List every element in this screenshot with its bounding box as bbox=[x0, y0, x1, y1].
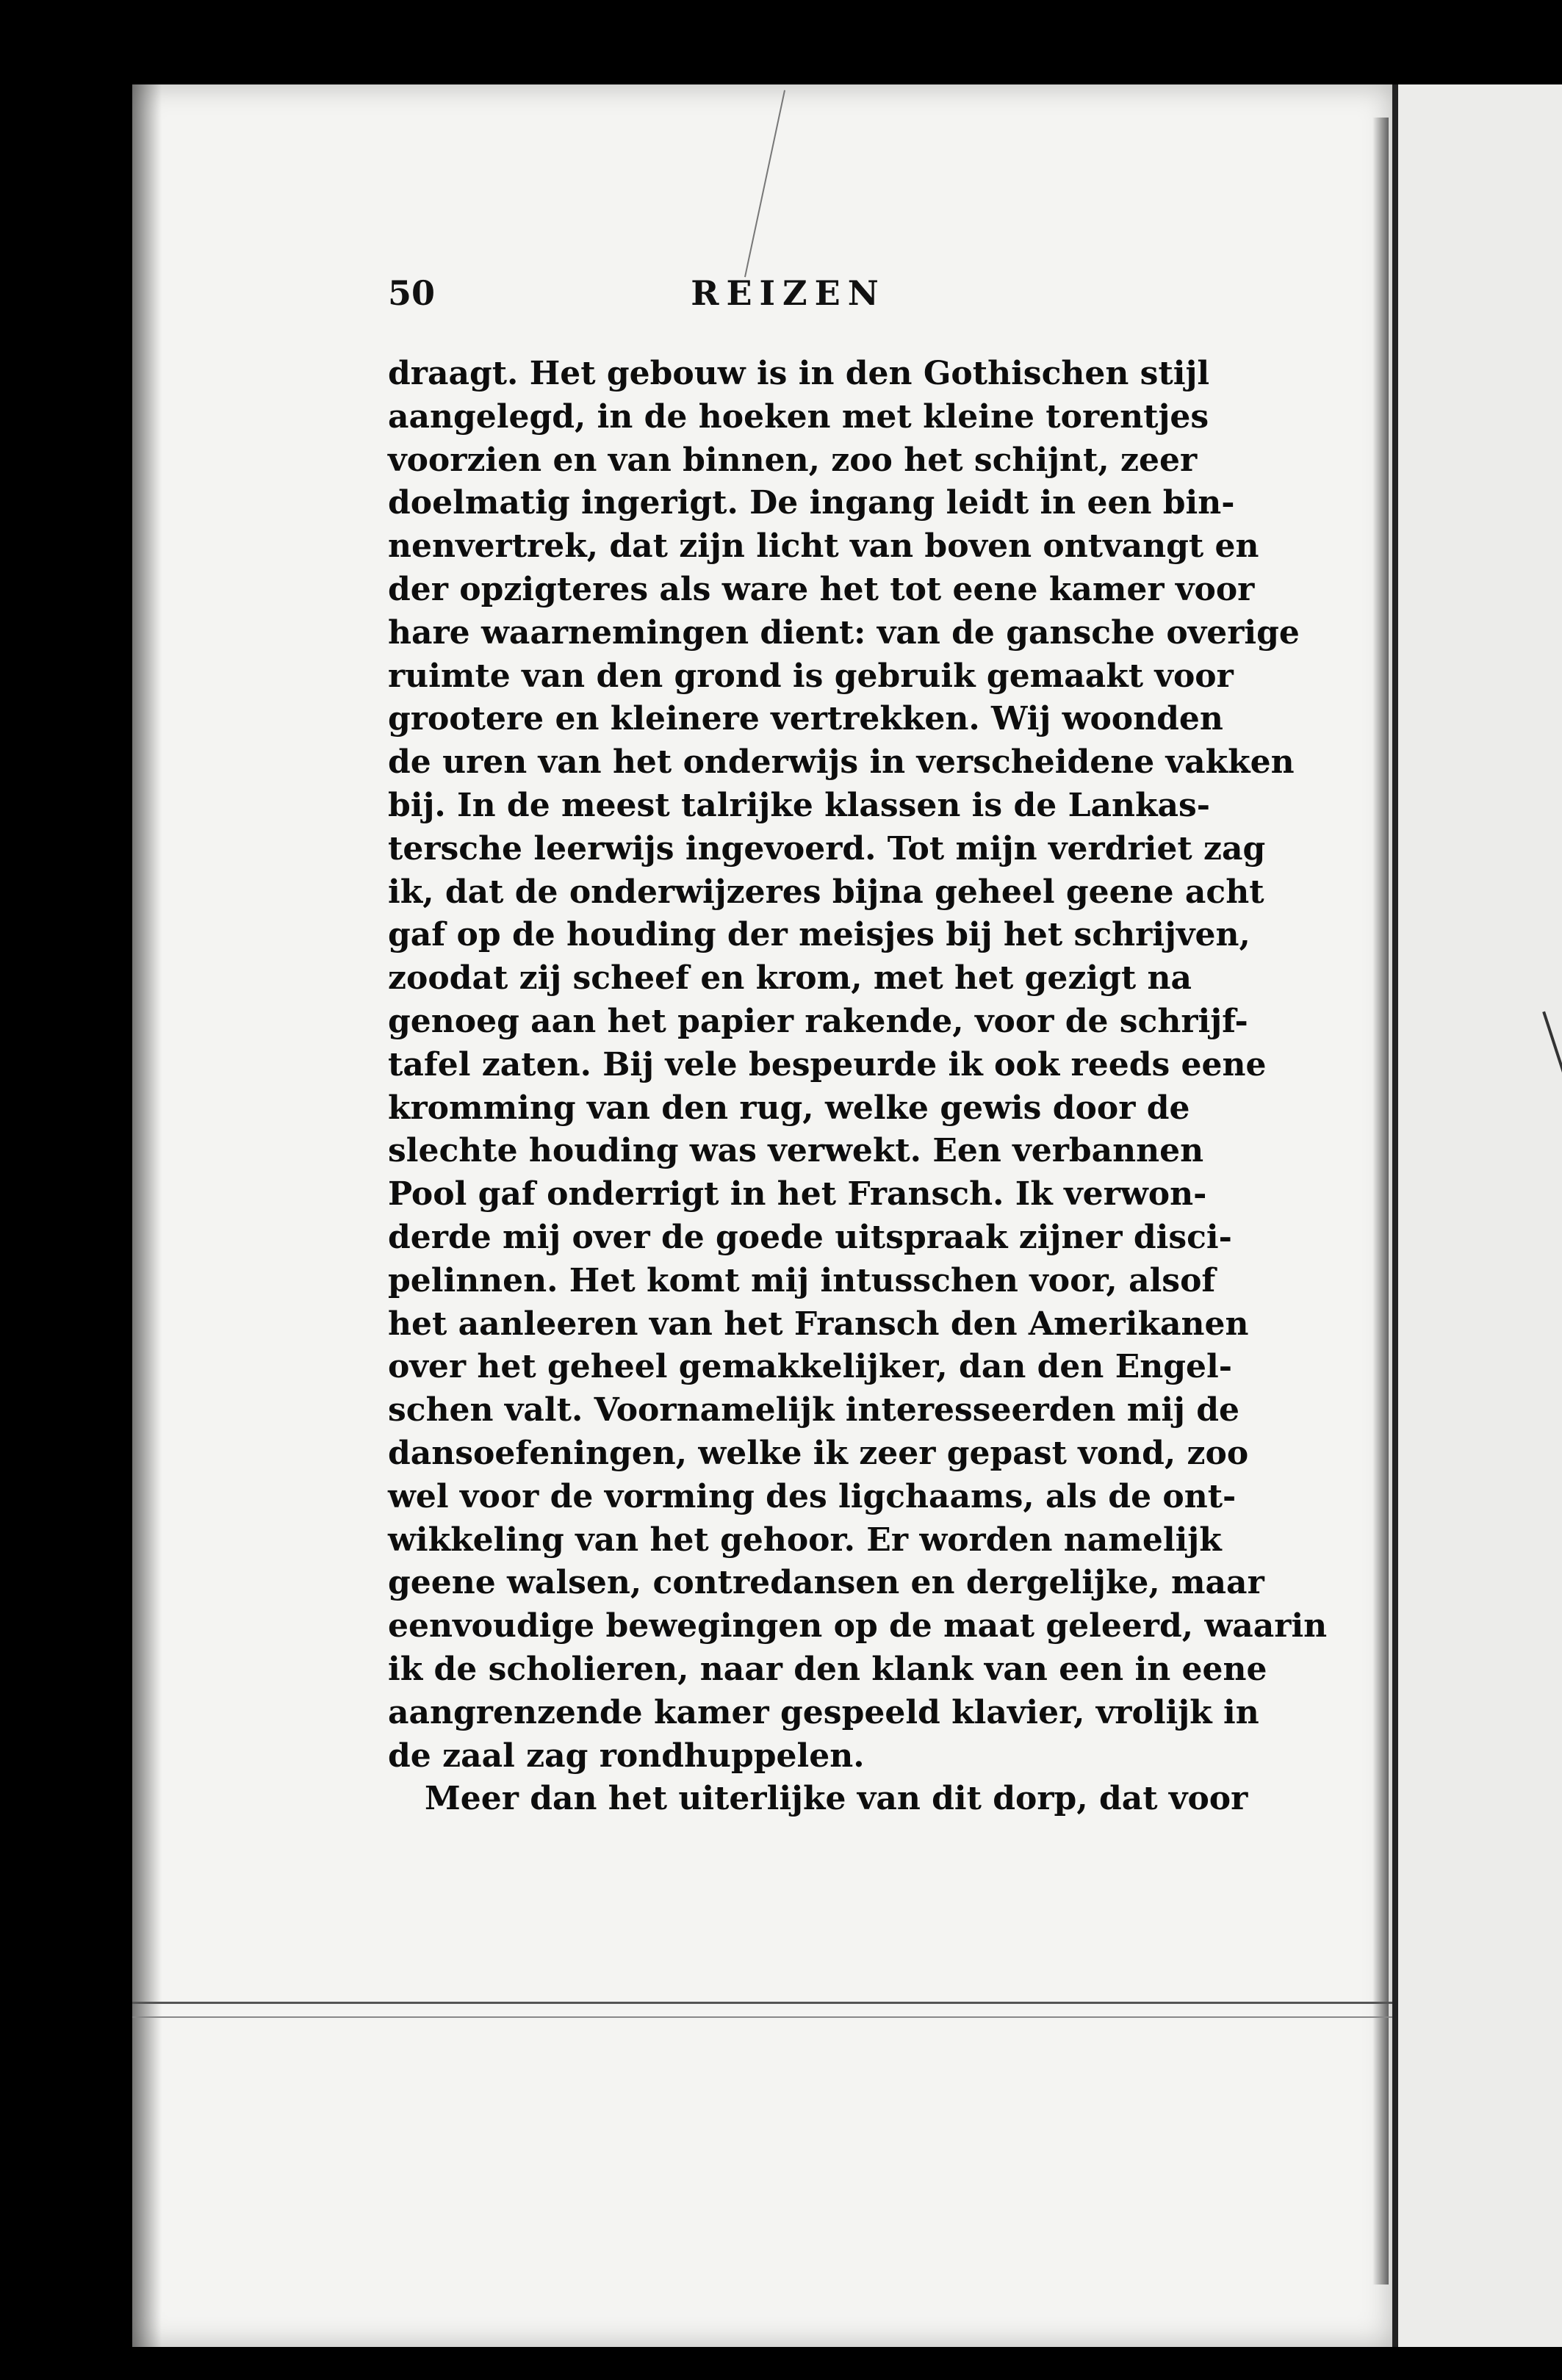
body-text bbox=[388, 353, 1328, 1821]
text-line: hare waarnemingen dient: van de gansche overige bbox=[388, 613, 1300, 652]
text-line: slechte houding was verwekt. Een verbannen bbox=[388, 1132, 1204, 1170]
text-line: ruimte van den grond is gebruik gemaakt voor bbox=[388, 657, 1234, 695]
text-line: het aanleeren van het Fransch den Amerikanen bbox=[388, 1305, 1249, 1343]
text-line: draagt. Het gebouw is in den Gothischen stijl bbox=[388, 355, 1210, 392]
text-line: aangrenzende kamer gespeeld klavier, vrolijk in bbox=[388, 1693, 1259, 1731]
page-edge bbox=[1392, 84, 1398, 2347]
text-line: genoeg aan het papier rakende, voor de schrijf- bbox=[388, 1002, 1248, 1040]
text-line: Meer dan het uiterlijke van dit dorp, dat voor bbox=[425, 1780, 1248, 1818]
page-header bbox=[388, 273, 1189, 325]
text-line: Pool gaf onderrigt in het Fransch. Ik verwon- bbox=[388, 1175, 1207, 1214]
text-line: dansoefeningen, welke ik zeer gepast vond, zoo bbox=[388, 1434, 1249, 1472]
adjacent-page-mark bbox=[1542, 1012, 1562, 1075]
text-line: ik de scholieren, naar den klank van een in eene bbox=[388, 1650, 1267, 1688]
text-line: aangelegd, in de hoeken met kleine torentjes bbox=[388, 397, 1209, 436]
text-line: pelinnen. Het komt mij intusschen voor, alsof bbox=[388, 1261, 1216, 1299]
text-line: doelmatig ingerigt. De ingang leidt in een bin- bbox=[388, 484, 1235, 522]
page-number: 50 bbox=[388, 273, 436, 313]
text-line: de uren van het onderwijs in verscheidene vakken bbox=[388, 743, 1295, 782]
text-line: wikkeling van het gehoor. Er worden namelijk bbox=[388, 1521, 1222, 1559]
scan-rule-top bbox=[132, 2002, 1392, 2004]
text-line: der opzigteres als ware het tot eene kamer voor bbox=[388, 570, 1255, 608]
text-line: tafel zaten. Bij vele bespeurde ik ook reeds eene bbox=[388, 1045, 1267, 1083]
text-line: bij. In de meest talrijke klassen is de Lankas- bbox=[388, 786, 1211, 824]
adjacent-page bbox=[1398, 84, 1562, 2347]
text-line: zoodat zij scheef en krom, met het gezigt na bbox=[388, 959, 1192, 998]
text-line: nenvertrek, dat zijn licht van boven ontvangt en bbox=[388, 527, 1259, 566]
text-line: geene walsen, contredansen en dergelijke, maar bbox=[388, 1564, 1264, 1602]
running-head: REIZEN bbox=[691, 273, 886, 313]
text-line: derde mij over de goede uitspraak zijner disci- bbox=[388, 1218, 1232, 1256]
text-line: over het geheel gemakkelijker, dan den Engel- bbox=[388, 1348, 1232, 1386]
gutter-shadow bbox=[1372, 118, 1389, 2285]
text-line: tersche leerwijs ingevoerd. Tot mijn verdriet zag bbox=[388, 829, 1266, 868]
text-line: kromming van den rug, welke gewis door de bbox=[388, 1089, 1190, 1127]
binding-shadow-left bbox=[132, 84, 162, 2347]
text-line: eenvoudige bewegingen op de maat geleerd, waarin bbox=[388, 1607, 1328, 1645]
text-line: grootere en kleinere vertrekken. Wij woonden bbox=[388, 700, 1223, 738]
text-line: de zaal zag rondhuppelen. bbox=[388, 1737, 865, 1775]
text-line: schen valt. Voornamelijk interesseerden mij de bbox=[388, 1391, 1240, 1429]
text-line: gaf op de houding der meisjes bij het schrijven, bbox=[388, 916, 1250, 954]
text-line: ik, dat de onderwijzeres bijna geheel geene acht bbox=[388, 873, 1264, 911]
text-line: wel voor de vorming des ligchaams, als de ont- bbox=[388, 1477, 1237, 1515]
scan-rule-bottom bbox=[132, 2016, 1392, 2018]
text-line: voorzien en van binnen, zoo het schijnt, zeer bbox=[388, 441, 1198, 479]
